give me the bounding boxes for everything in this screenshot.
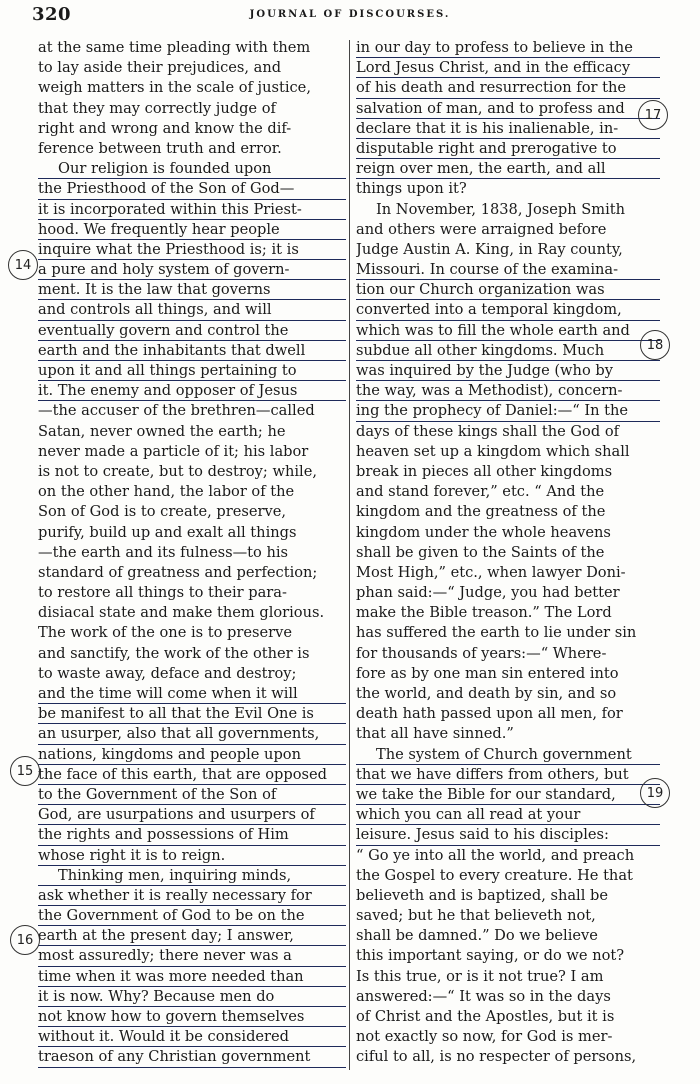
text-line: which was to fill the whole earth and — [356, 321, 660, 341]
margin-annotation: 14 — [8, 250, 38, 280]
page-number: 320 — [32, 4, 72, 25]
text-line: converted into a temporal kingdom, — [356, 300, 660, 320]
text-line: of his death and resurrection for the — [356, 78, 660, 98]
text-line: make the Bible treason.” The Lord — [356, 604, 612, 622]
text-line: the Priesthood of the Son of God— — [38, 179, 346, 199]
text-line: the way, was a Methodist), concern- — [356, 381, 660, 401]
text-line: disputable right and prerogative to — [356, 139, 660, 159]
running-head: JOURNAL OF DISCOURSES. — [249, 9, 451, 20]
text-line: and sanctify, the work of the other is — [38, 644, 310, 662]
text-line: it is now. Why? Because men do — [38, 987, 346, 1007]
text-line: the rights and possessions of Him — [38, 825, 346, 845]
text-line: was inquired by the Judge (who by — [356, 361, 660, 381]
text-line: that they may correctly judge of — [38, 99, 276, 117]
text-line: right and wrong and know the dif- — [38, 119, 292, 137]
text-line: heaven set up a kingdom which shall — [356, 442, 630, 460]
text-line: tion our Church organization was — [356, 280, 660, 300]
text-line: hood. We frequently hear people — [38, 220, 346, 240]
text-line: a pure and holy system of govern- — [38, 260, 346, 280]
text-line: standard of greatness and perfection; — [38, 563, 318, 581]
margin-annotation: 19 — [640, 778, 670, 808]
text-line: ing the prophecy of Daniel:—“ In the — [356, 401, 660, 421]
text-line: Our religion is founded upon — [38, 159, 346, 179]
text-line: declare that it is his inalienable, in- — [356, 119, 660, 139]
text-line: nations, kingdoms and people upon — [38, 745, 346, 765]
text-line: and others were arraigned before — [356, 220, 607, 238]
text-line: phan said:—“ Judge, you had better — [356, 584, 620, 602]
text-line: kingdom and the greatness of the — [356, 503, 606, 521]
text-line: inquire what the Priesthood is; it is — [38, 240, 346, 260]
text-line: and the time will come when it will — [38, 684, 346, 704]
text-line: leisure. Jesus said to his disciples: — [356, 825, 660, 845]
text-line: we take the Bible for our standard, — [356, 785, 660, 805]
text-line: saved; but he that believeth not, — [356, 907, 596, 925]
text-line: it. The enemy and opposer of Jesus — [38, 381, 346, 401]
text-line: and controls all things, and will — [38, 300, 346, 320]
text-line: answered:—“ It was so in the days — [356, 987, 611, 1005]
text-line: Lord Jesus Christ, and in the efficacy — [356, 58, 660, 78]
text-line: Thinking men, inquiring minds, — [38, 866, 346, 886]
text-line: for thousands of years:—“ Where- — [356, 644, 607, 662]
text-line: shall be damned.” Do we believe — [356, 927, 598, 945]
text-line: fore as by one man sin entered into — [356, 664, 619, 682]
text-line: days of these kings shall the God of — [356, 422, 620, 440]
text-line: that we have differs from others, but — [356, 765, 660, 785]
right-column — [356, 38, 660, 1068]
text-line: ask whether it is really necessary for — [38, 886, 346, 906]
text-line: —the accuser of the brethren—called — [38, 402, 315, 420]
text-line: shall be given to the Saints of the — [356, 543, 605, 561]
text-line: In November, 1838, Joseph Smith — [376, 200, 626, 218]
text-line: upon it and all things pertaining to — [38, 361, 346, 381]
text-line: ciful to all, is no respecter of persons, — [356, 1048, 637, 1066]
text-line: has suffered the earth to lie under sin — [356, 624, 637, 642]
text-line: ment. It is the law that governs — [38, 280, 346, 300]
text-line: the face of this earth, that are opposed — [38, 765, 346, 785]
text-line: reign over men, the earth, and all — [356, 159, 660, 179]
text-line: Judge Austin A. King, in Ray county, — [356, 240, 623, 258]
text-line: most assuredly; there never was a — [38, 946, 346, 966]
text-line: Son of God is to create, preserve, — [38, 503, 287, 521]
margin-annotation: 17 — [638, 100, 668, 130]
text-line: not know how to govern themselves — [38, 1007, 346, 1027]
column-divider — [349, 40, 350, 1070]
text-line: this important saying, or do we not? — [356, 947, 625, 965]
text-line: traeson of any Christian government — [38, 1047, 346, 1067]
text-line: in our day to profess to believe in the — [356, 38, 660, 58]
text-line: to lay aside their prejudices, and — [38, 59, 282, 77]
text-line: disiacal state and make them glorious. — [38, 604, 325, 622]
text-line: The system of Church government — [356, 745, 660, 765]
text-line: time when it was more needed than — [38, 967, 346, 987]
text-line: death hath passed upon all men, for — [356, 705, 623, 723]
text-line: on the other hand, the labor of the — [38, 483, 295, 501]
text-line: earth and the inhabitants that dwell — [38, 341, 346, 361]
text-line: an usurper, also that all governments, — [38, 724, 346, 744]
text-line: not exactly so now, for God is mer- — [356, 1028, 613, 1046]
text-line: Most High,” etc., when lawyer Doni- — [356, 563, 626, 581]
text-line: salvation of man, and to profess and — [356, 99, 660, 119]
text-line: eventually govern and control the — [38, 321, 346, 341]
margin-annotation: 16 — [10, 925, 40, 955]
text-line: it is incorporated within this Priest- — [38, 200, 346, 220]
text-line: that all have sinned.” — [356, 725, 514, 743]
text-line: is not to create, but to destroy; while, — [38, 462, 317, 480]
text-line: to waste away, deface and destroy; — [38, 664, 297, 682]
text-line: break in pieces all other kingdoms — [356, 462, 613, 480]
text-line: at the same time pleading with them — [38, 39, 311, 56]
text-line: Is this true, or is it not true? I am — [356, 967, 604, 985]
text-line: ference between truth and error. — [38, 139, 282, 157]
text-line: Satan, never owned the earth; he — [38, 422, 286, 440]
text-line: weigh matters in the scale of justice, — [38, 79, 311, 97]
text-line: earth at the present day; I answer, — [38, 926, 346, 946]
text-line: without it. Would it be considered — [38, 1027, 346, 1047]
text-line: Missouri. In course of the examina- — [356, 260, 660, 280]
text-line: which you can all read at your — [356, 805, 660, 825]
text-line: —the earth and its fulness—to his — [38, 543, 289, 561]
text-line: the Gospel to every creature. He that — [356, 866, 633, 884]
text-line: believeth and is baptized, shall be — [356, 886, 609, 904]
text-line: God, are usurpations and usurpers of — [38, 805, 346, 825]
text-line: and stand forever,” etc. “ And the — [356, 483, 605, 501]
text-line: of Christ and the Apostles, but it is — [356, 1008, 615, 1025]
text-line: the Government of God to be on the — [38, 906, 346, 926]
text-line: to the Government of the Son of — [38, 785, 346, 805]
text-line: The work of the one is to preserve — [38, 624, 292, 642]
text-line: “ Go ye into all the world, and preach — [356, 846, 635, 864]
text-line: whose right it is to reign. — [38, 846, 346, 866]
text-line: kingdom under the whole heavens — [356, 523, 611, 541]
text-line: subdue all other kingdoms. Much — [356, 341, 660, 361]
text-line: purify, build up and exalt all things — [38, 523, 297, 541]
text-line: the world, and death by sin, and so — [356, 685, 617, 702]
left-column — [38, 38, 346, 1068]
text-line: never made a particle of it; his labor — [38, 442, 309, 460]
text-line: to restore all things to their para- — [38, 584, 287, 602]
margin-annotation: 15 — [10, 756, 40, 786]
margin-annotation: 18 — [640, 330, 670, 360]
text-line: be manifest to all that the Evil One is — [38, 704, 346, 724]
text-line: things upon it? — [356, 180, 467, 198]
